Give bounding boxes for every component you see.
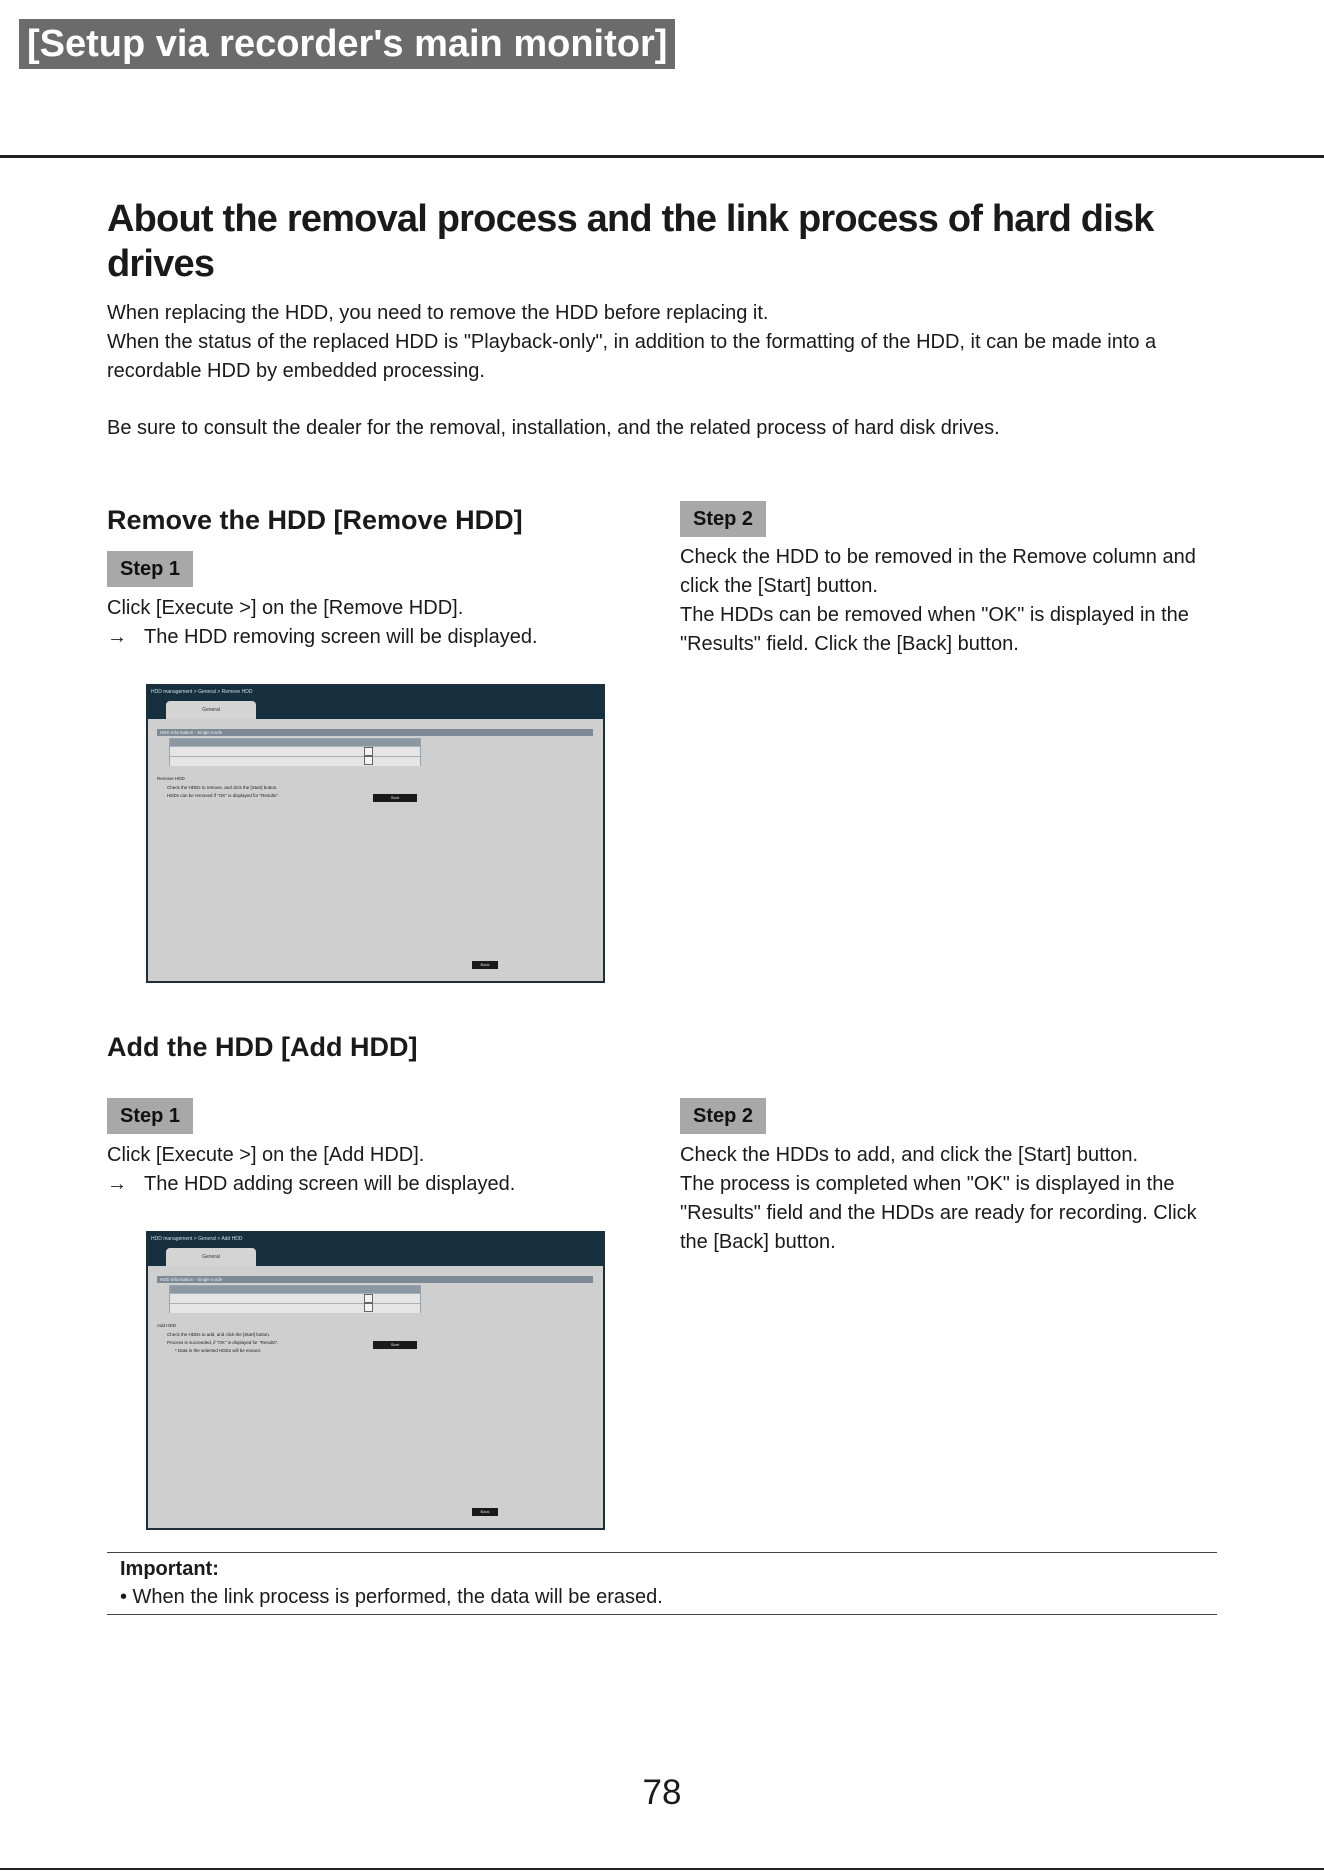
screen-desc-line: Check the HDDs to remove, and click the [Start] button.: [167, 785, 278, 790]
add-step2-line1: Check the HDDs to add, and click the [Start] button.: [680, 1144, 1139, 1166]
remove-step1-line2: The HDD removing screen will be displayed.: [144, 626, 538, 648]
remove-step2-text: [680, 543, 1225, 659]
remove-hdd-screenshot: [146, 684, 605, 983]
screen-desc-line: HDDs can be removed if "OK" is displayed for "Results".: [167, 793, 279, 798]
add-step1-text: [107, 1141, 647, 1199]
add-hdd-screenshot: [146, 1231, 605, 1530]
screen-desc-line: Process is succeeded, if "OK" is displayed for "Results".: [167, 1340, 279, 1345]
add-step2-badge: Step 2: [680, 1098, 766, 1134]
screen-desc-line: * Data in the selected HDDs will be erased.: [175, 1348, 262, 1353]
screen-desc-line: Check the HDDs to add, and click the [Start] button.: [167, 1332, 271, 1337]
screen-breadcrumb: HDD management > General > Add HDD: [151, 1236, 243, 1242]
important-item: • When the link process is performed, the data will be erased.: [120, 1586, 663, 1608]
intro-line-1: When replacing the HDD, you need to remove the HDD before replacing it.: [107, 302, 769, 324]
remove-step1-text: [107, 594, 647, 652]
remove-step2-badge: Step 2: [680, 501, 766, 537]
screen-section-label: Add HDD: [157, 1323, 177, 1328]
important-label: Important:: [120, 1558, 219, 1580]
screen-back-button: Back: [472, 961, 498, 969]
page-title: About the removal process and the link process of hard disk drives: [107, 198, 1154, 285]
screen-breadcrumb: HDD management > General > Remove HDD: [151, 689, 253, 695]
intro-line-3: Be sure to consult the dealer for the removal, installation, and the related process of hard disk drives.: [107, 417, 1000, 439]
add-step1-badge: Step 1: [107, 1098, 193, 1134]
screen-tab-general: General: [166, 1248, 256, 1266]
screen-back-button: Back: [472, 1508, 498, 1516]
remove-step1-line1: Click [Execute >] on the [Remove HDD].: [107, 597, 464, 619]
header-divider: [0, 155, 1324, 158]
screen-description: [167, 1331, 278, 1355]
add-step2-line2: The process is completed when "OK" is displayed in the "Results" field and the HDDs are ready for recording. Click the [Back] button.: [680, 1173, 1197, 1253]
screen-info-bar: HDD information - Single mode: [157, 1276, 593, 1283]
footer-divider: [0, 1868, 1324, 1870]
important-note: [107, 1552, 1217, 1615]
screen-info-bar: HDD information - Single mode: [157, 729, 593, 736]
intro-text: [107, 299, 1227, 443]
screen-hdd-table: [169, 738, 421, 766]
screen-hdd-table: [169, 1285, 421, 1313]
screen-checkbox: [364, 747, 373, 756]
remove-step2-line1: Check the HDD to be removed in the Remove column and click the [Start] button.: [680, 546, 1196, 597]
add-step1-line1: Click [Execute >] on the [Add HDD].: [107, 1144, 425, 1166]
screen-checkbox: [364, 1294, 373, 1303]
screen-checkbox: [364, 1303, 373, 1312]
remove-step1-badge: Step 1: [107, 551, 193, 587]
section-header: [Setup via recorder's main monitor]: [19, 19, 675, 69]
screen-start-button: Start: [373, 794, 417, 802]
screen-start-button: Start: [373, 1341, 417, 1349]
add-step2-text: [680, 1141, 1225, 1257]
screen-section-label: Remove HDD: [157, 776, 185, 781]
intro-line-2: When the status of the replaced HDD is "Playback-only", in addition to the formatting of the HDD, it can be made into a recordable HDD by embedded processing.: [107, 331, 1157, 382]
arrow-icon: →: [107, 626, 127, 648]
screen-description: [167, 784, 279, 800]
page-number: 78: [642, 1773, 682, 1812]
add-step1-line2: The HDD adding screen will be displayed.: [144, 1173, 516, 1195]
remove-hdd-heading: Remove the HDD [Remove HDD]: [107, 505, 523, 535]
screen-tab-general: General: [166, 701, 256, 719]
add-hdd-heading: Add the HDD [Add HDD]: [107, 1032, 418, 1062]
remove-step2-line2: The HDDs can be removed when "OK" is displayed in the "Results" field. Click the [Back] button.: [680, 604, 1189, 655]
screen-checkbox: [364, 756, 373, 765]
arrow-icon: →: [107, 1173, 127, 1195]
